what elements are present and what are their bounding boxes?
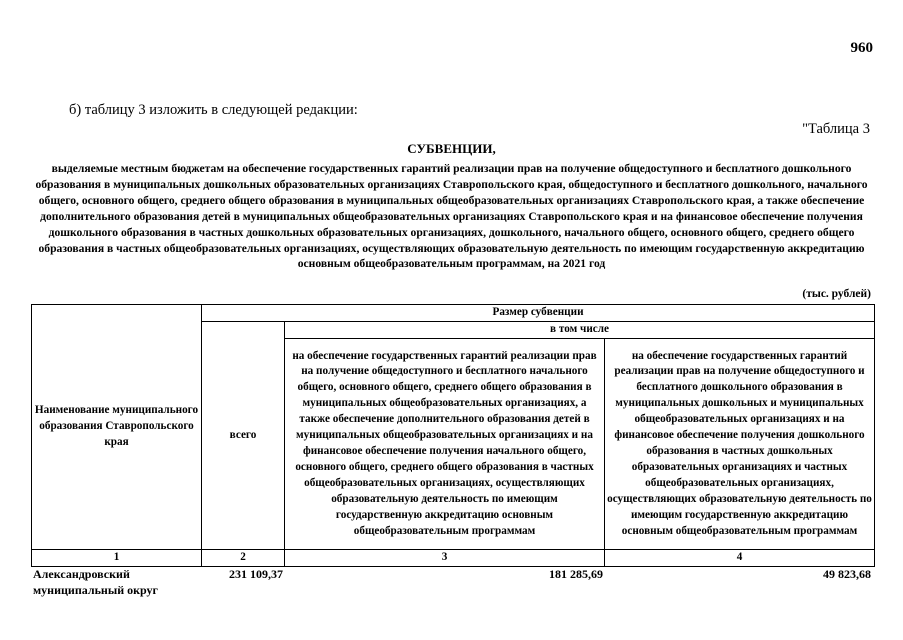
header-including: в том числе <box>285 322 875 339</box>
header-municipality: Наименование муниципального образования Ставропольского края <box>32 305 202 550</box>
header-general-education: на обеспечение государственных гарантий реализации прав на получение общедоступного и бесплатного начального общего, основного общего, среднего общего образования в муниципальных общеобразовательных организациях, а также обеспечение дополнительного образования детей в муниципальных общеобразовательных организациях и на финансовое обеспечение получения начального общего, основного общего, среднего общего образования в частных общеобразовательных организациях, осуществляющих образовательную деятельность по имеющим государственную аккредитацию основным общеобразовательным программам <box>285 339 605 550</box>
subsidy-table <box>31 304 875 567</box>
column-number-2: 2 <box>202 550 285 567</box>
header-preschool-education: на обеспечение государственных гарантий реализации прав на получение общедоступного и бесплатного дошкольного образования в муниципальных дошкольных и муниципальных общеобразовательных организациях и на финансовое обеспечение получения дошкольного образования в частных дошкольных образовательных организациях и частных общеобразовательных организациях, осуществляющих образовательную деятельность по имеющим государственную аккредитацию основным общеобразовательным программам <box>605 339 875 550</box>
header-total: всего <box>202 322 285 550</box>
document-heading: СУБВЕНЦИИ, <box>407 141 496 156</box>
row-total-value: 231 109,37 <box>229 567 283 581</box>
column-number-1: 1 <box>32 550 202 567</box>
intro-text: б) таблицу 3 изложить в следующей редакции: <box>69 102 358 118</box>
heading-description: выделяемые местным бюджетам на обеспечение государственных гарантий реализации прав на получение общедоступного и бесплатного дошкольного образования в муниципальных дошкольных образовательных организациях Ставропольского края, общедоступного и бесплатного дошкольного, начального общего, основного общего, среднего общего образования в муниципальных общеобразовательных организациях Ставропольского края, а также обеспечение дополнительного образования детей в муниципальных общеобразовательных организациях Ставропольского края и на финансовое обеспечение получения дошкольного образования в частных дошкольных образовательных организациях, дошкольного, начального общего, основного общего, среднего общего образования в частных общеобразовательных организациях, осуществляющих образовательную деятельность по имеющим государственную аккредитацию основным общеобразовательным программам, на 2021 год <box>35 162 868 271</box>
header-subsidy-size: Размер субвенции <box>202 305 875 322</box>
row-municipality-name: Александровский муниципальный округ <box>33 567 159 597</box>
column-number-4: 4 <box>605 550 875 567</box>
units-label: (тыс. рублей) <box>802 288 871 300</box>
row-general-education-value: 181 285,69 <box>549 567 603 581</box>
column-number-3: 3 <box>285 550 605 567</box>
row-preschool-education-value: 49 823,68 <box>823 567 871 581</box>
table-caption: "Таблица 3 <box>802 121 870 137</box>
page-number: 960 <box>850 40 873 56</box>
